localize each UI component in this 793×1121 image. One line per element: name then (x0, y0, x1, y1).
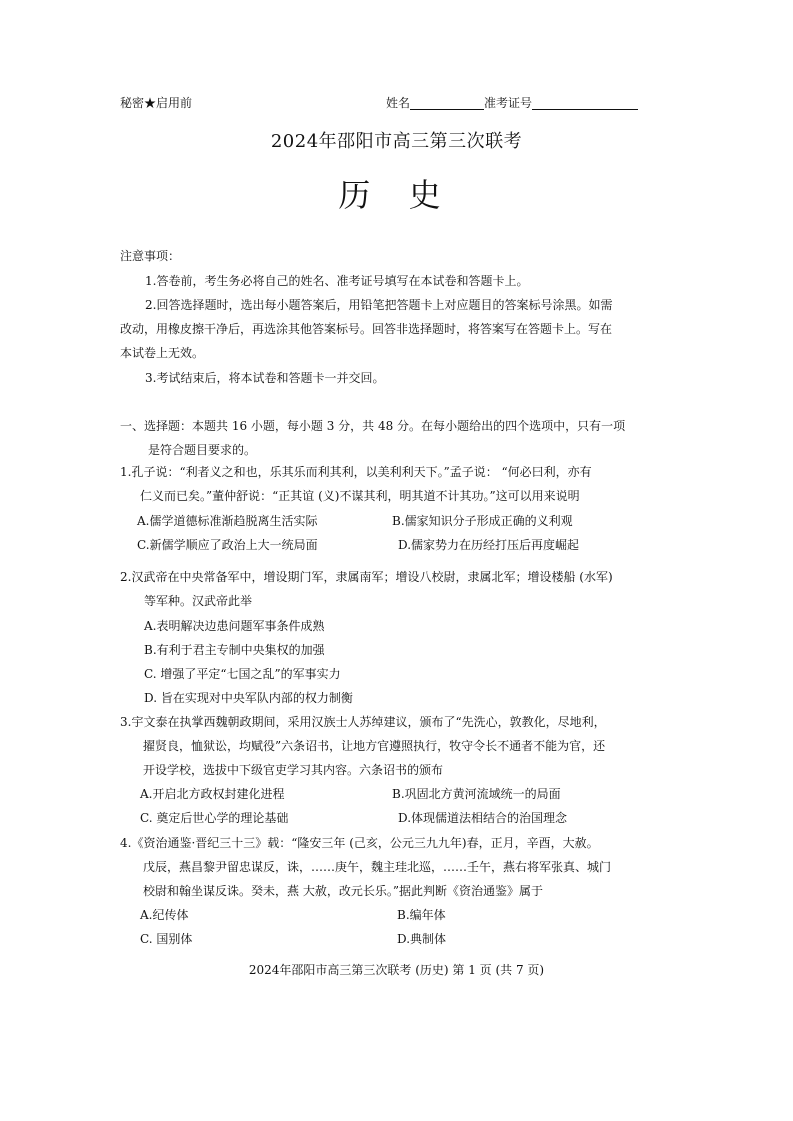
note-item-1: 1.答卷前，考生务必将自己的姓名、准考证号填写在本试卷和答题卡上。 (145, 274, 529, 288)
name-label: 姓名 (386, 96, 411, 110)
exam-title: 2024年邵阳市高三第三次联考 (270, 131, 523, 152)
option-a[interactable]: A.开启北方政权封建化进程 (140, 787, 285, 801)
candidate-info (386, 96, 638, 110)
option-d[interactable]: D.典制体 (397, 932, 447, 946)
question-stem-line: 擢贤良，恤狱讼，均赋役”六条诏书，让地方官遵照执行，牧守令长不通者不能为官，还 (143, 739, 606, 753)
question-stem-line: 开设学校，选拔中下级官吏学习其内容。六条诏书的颁布 (143, 763, 444, 777)
question-stem-line: 仁义而已矣。”董仲舒说：“正其谊 (义)不谋其利，明其道不计其功。”这可以用来说明 (140, 489, 580, 503)
note-item-3: 3.考试结束后，将本试卷和答题卡一并交回。 (145, 371, 385, 385)
name-blank[interactable] (410, 97, 484, 110)
option-c[interactable]: C. 增强了平定“七国之乱”的军事实力 (144, 667, 341, 681)
section-heading-line-2: 是符合题目要求的。 (148, 443, 257, 457)
option-b[interactable]: B.编年体 (397, 908, 446, 922)
option-b[interactable]: B.有利于君主专制中央集权的加强 (144, 643, 325, 657)
option-b[interactable]: B.儒家知识分子形成正确的义利观 (392, 514, 573, 528)
option-c[interactable]: C. 国别体 (140, 932, 193, 946)
option-a[interactable]: A.表明解决边患问题军事条件成熟 (144, 619, 325, 633)
question-stem-line: 戊辰，燕昌黎尹留忠谋反，诛，……庚午，魏主珪北巡，……壬午，燕右将军张真、城门 (143, 860, 612, 874)
option-a[interactable]: A.儒学道德标准渐趋脱离生活实际 (137, 514, 318, 528)
header-row (0, 96, 793, 112)
question-stem-line: 2.汉武帝在中央常备军中，增设期门军，隶属南军；增设八校尉，隶属北军；增设楼船 (水军) (120, 570, 613, 584)
option-c[interactable]: C. 奠定后世心学的理论基础 (140, 811, 289, 825)
option-b[interactable]: B.巩固北方黄河流域统一的局面 (392, 787, 561, 801)
question-stem-line: 1.孔子说：“利者义之和也，乐其乐而利其利，以美利利天下。”孟子说： “何必曰利，亦有 (120, 465, 592, 479)
question-stem-line: 校尉和翰坐谋反诛。癸未，燕 大赦，改元长乐。”据此判断《资治通鉴》属于 (143, 884, 543, 898)
option-d[interactable]: D.儒家势力在历经打压后再度崛起 (398, 538, 580, 552)
id-label: 准考证号 (484, 96, 533, 110)
question-stem-line: 4.《资治通鉴·晋纪三十三》载：“隆安三年 (己亥，公元三九九年)春，正月，辛酉，大赦。 (120, 836, 599, 850)
section-heading-line-1: 一、选择题：本题共 16 小题，每小题 3 分，共 48 分。在每小题给出的四个选项中，只有一项 (120, 419, 626, 433)
notes-title: 注意事项： (120, 249, 181, 263)
note-item-2-line-2: 改动，用橡皮擦干净后，再选涂其他答案标号。回答非选择题时，将答案写在答题卡上。写在 (120, 322, 613, 336)
option-d[interactable]: D. 旨在实现对中央军队内部的权力制衡 (144, 691, 353, 705)
subject-title: 历 史 (338, 176, 455, 214)
option-c[interactable]: C.新儒学顺应了政治上大一统局面 (137, 538, 318, 552)
secret-label: 秘密★启用前 (120, 96, 193, 110)
question-stem-line: 等军种。汉武帝此举 (144, 594, 253, 608)
question-stem-line: 3.宇文泰在执掌西魏朝政期间，采用汉族士人苏绰建议，颁布了“先洗心，敦教化，尽地利， (120, 715, 606, 729)
id-blank[interactable] (532, 97, 638, 110)
page-footer: 2024年邵阳市高三第三次联考 (历史) 第 1 页 (共 7 页) (248, 963, 545, 977)
option-d[interactable]: D.体现儒道法相结合的治国理念 (398, 811, 568, 825)
option-a[interactable]: A.纪传体 (140, 908, 189, 922)
note-item-2-line-3: 本试卷上无效。 (120, 346, 205, 360)
note-item-2-line-1: 2.回答选择题时，选出每小题答案后，用铅笔把答题卡上对应题目的答案标号涂黑。如需 (145, 298, 613, 312)
